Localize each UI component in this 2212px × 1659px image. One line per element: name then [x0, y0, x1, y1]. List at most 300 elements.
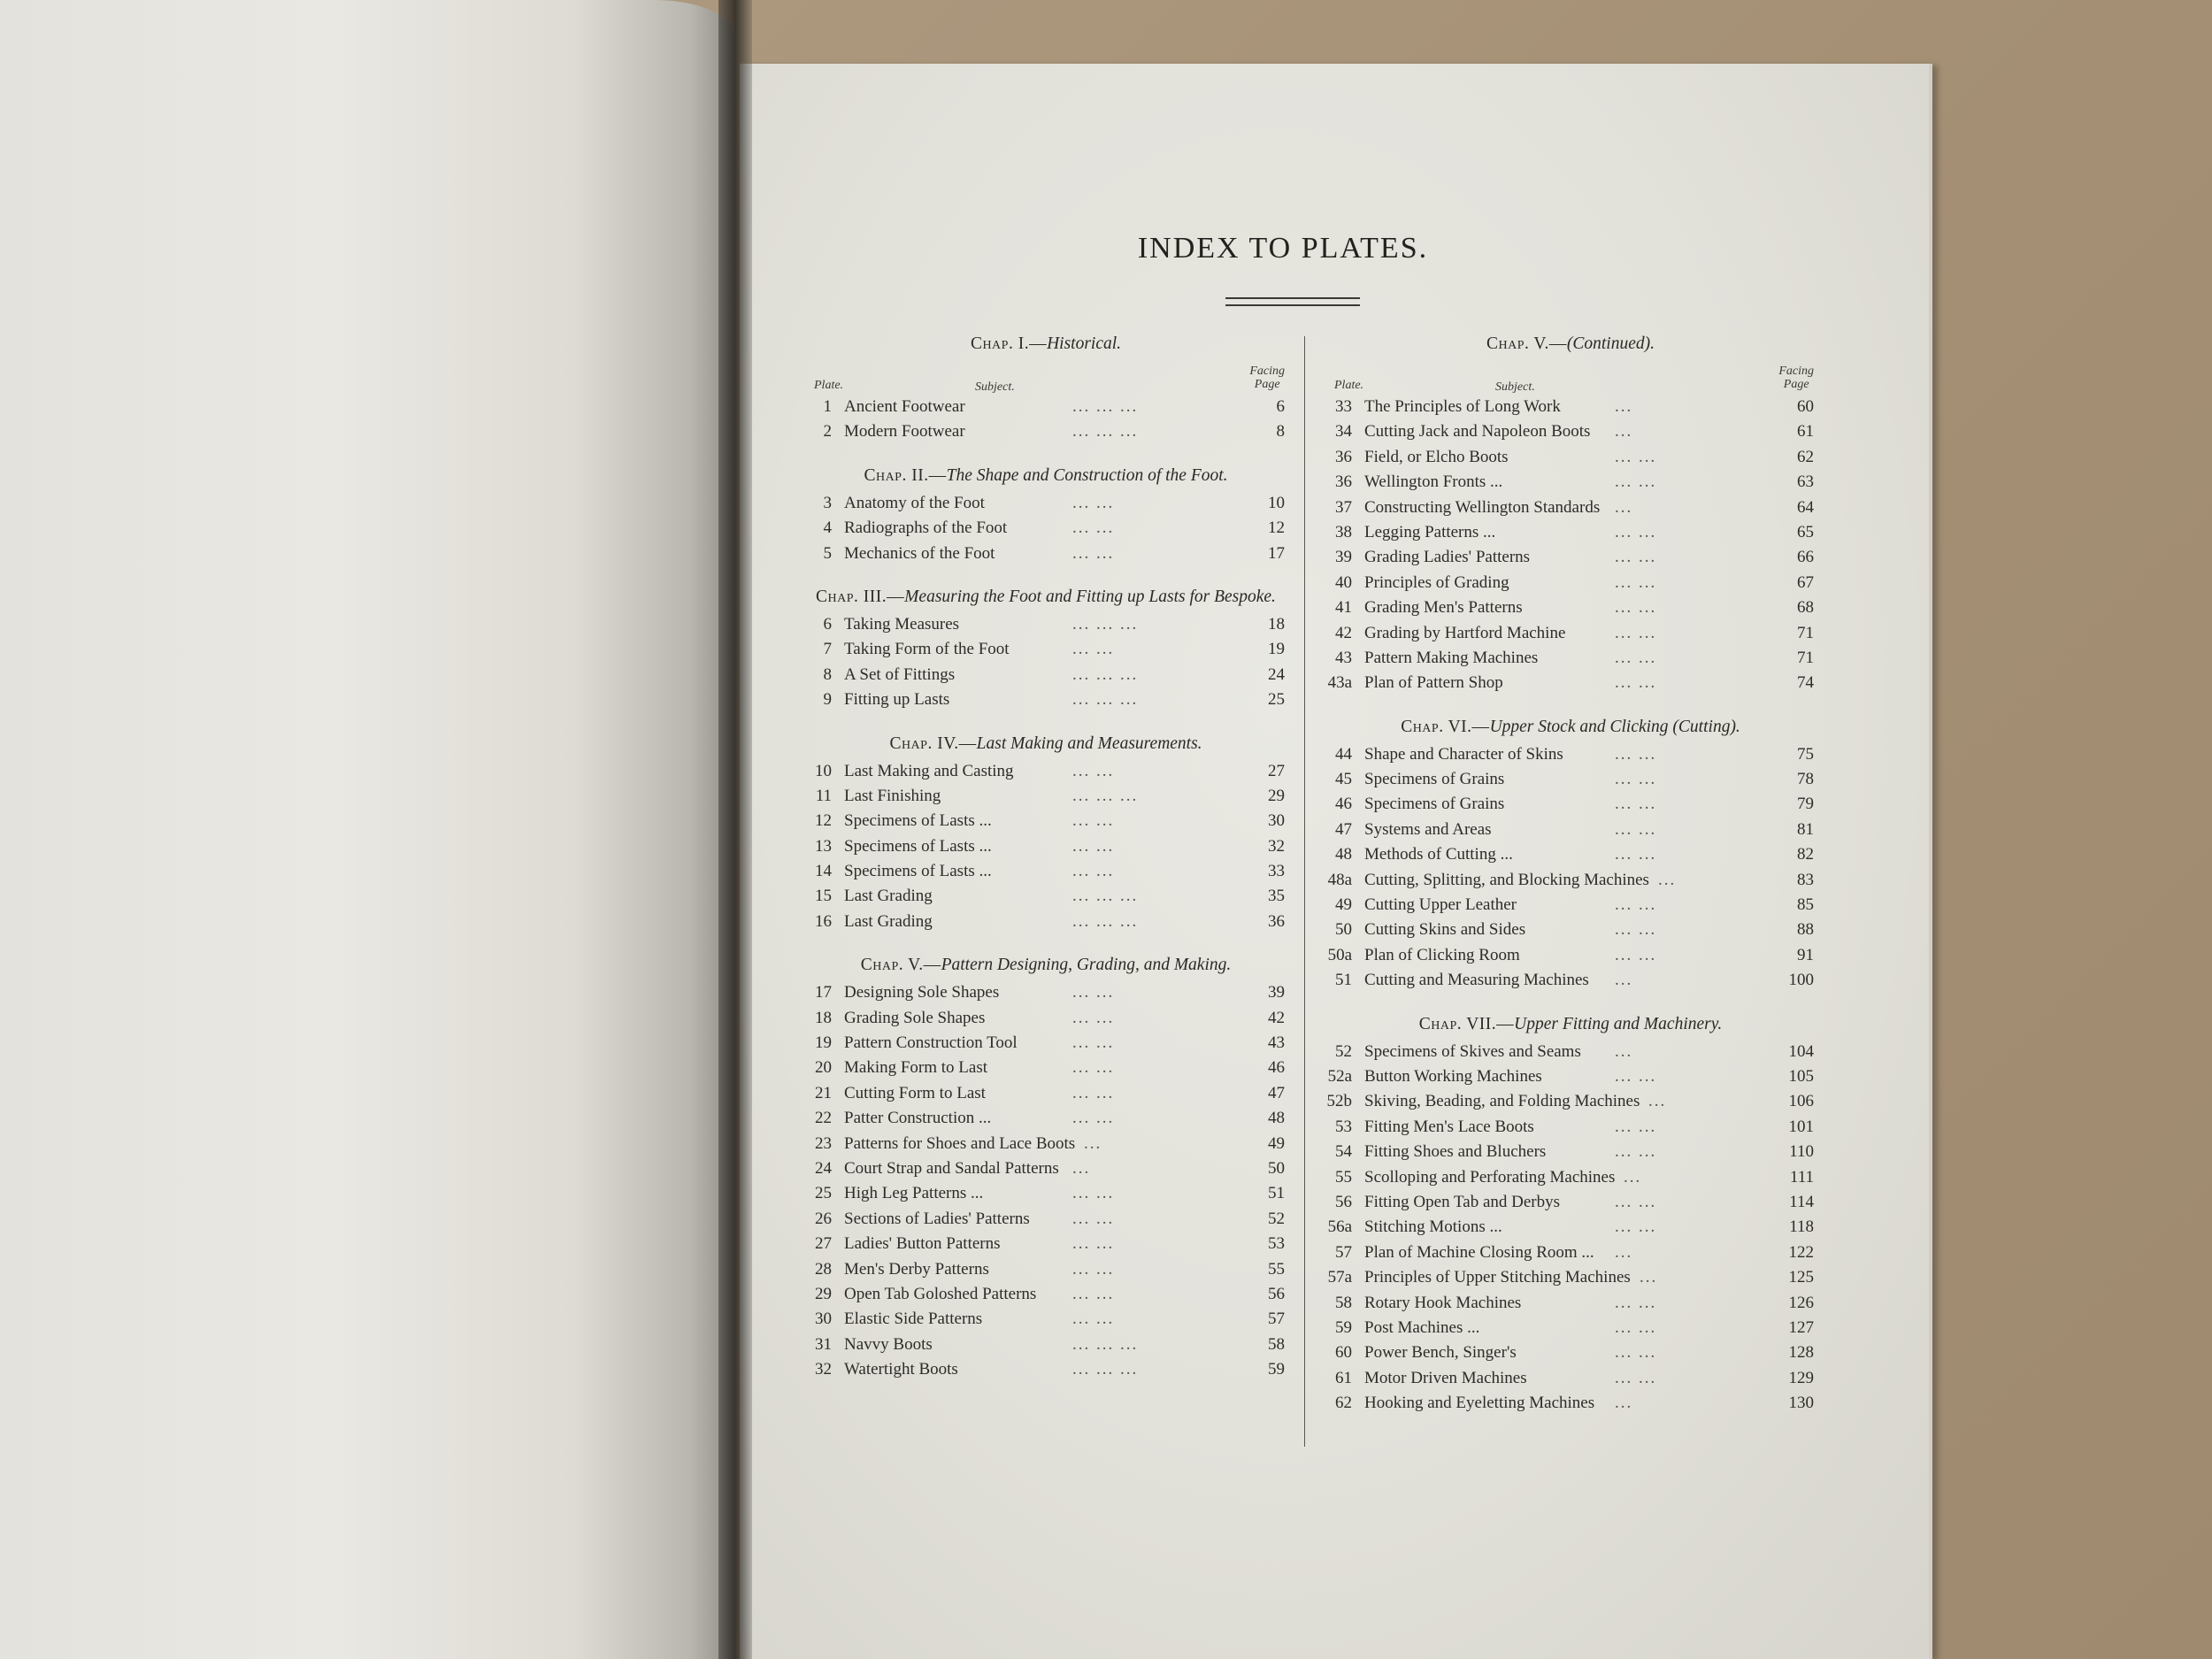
facing-page-number: 48 [1268, 1109, 1285, 1128]
plate-number: 32 [815, 1360, 832, 1379]
facing-page-number: 71 [1797, 648, 1814, 667]
plate-number: 12 [815, 811, 832, 831]
index-entry [798, 784, 1294, 809]
leader-dots: ... ... [1072, 1033, 1115, 1053]
index-entry [1318, 742, 1823, 767]
index-entry [1318, 395, 1823, 419]
page-label: Page [1254, 378, 1280, 391]
plate-number: 17 [815, 983, 832, 1002]
plate-number: 3 [823, 493, 832, 512]
facing-page-number: 25 [1268, 690, 1285, 710]
plate-number: 46 [1335, 795, 1352, 814]
index-entry [1318, 868, 1823, 893]
facing-page-number: 104 [1788, 1041, 1814, 1061]
facing-page-number: 43 [1268, 1033, 1285, 1053]
index-entry [1318, 1089, 1823, 1114]
leader-dots: ... ... [1615, 770, 1657, 789]
plate-subject: Fitting Open Tab and Derbys [1364, 1192, 1561, 1211]
index-entry [798, 980, 1294, 1005]
facing-page-number: 122 [1788, 1242, 1814, 1262]
plate-number: 52b [1326, 1092, 1352, 1111]
index-entry [1318, 818, 1823, 842]
leader-dots: ... ... [1615, 673, 1657, 693]
plate-subject: Making Form to Last [844, 1058, 988, 1078]
leader-dots: ... ... [1072, 543, 1115, 563]
chapter-heading [1318, 1008, 1823, 1040]
facing-label: Facing [1778, 365, 1814, 378]
plate-number: 25 [815, 1184, 832, 1203]
facing-page-number: 91 [1797, 945, 1814, 964]
index-entry [1318, 1340, 1823, 1365]
index-entry [798, 1282, 1294, 1307]
plate-subject: High Leg Patterns ... [844, 1184, 984, 1203]
chapter-number: Chap. I.— [970, 334, 1048, 353]
plate-number: 30 [815, 1310, 832, 1329]
facing-page-number: 126 [1788, 1293, 1814, 1312]
leader-dots: ... ... [1072, 1234, 1115, 1254]
plate-number: 28 [815, 1259, 832, 1279]
facing-page-number: 36 [1268, 911, 1285, 931]
index-entry [798, 541, 1294, 566]
plate-number: 11 [815, 786, 832, 805]
facing-label: Facing [1249, 365, 1285, 378]
plate-subject: Specimens of Lasts ... [844, 811, 992, 831]
plate-number: 15 [815, 887, 832, 906]
index-entry [798, 1257, 1294, 1282]
index-entry [1318, 1140, 1823, 1164]
plate-number: 47 [1335, 819, 1352, 839]
plate-subject: Cutting, Splitting, and Blocking Machines [1364, 870, 1649, 889]
plate-number: 36 [1335, 472, 1352, 492]
index-entry [1318, 968, 1823, 993]
facing-page-number: 39 [1268, 983, 1285, 1002]
plate-number: 52a [1327, 1066, 1352, 1086]
index-entry [1318, 1366, 1823, 1391]
chapter-title: Pattern Designing, Grading, and Making. [941, 956, 1232, 975]
facing-page-number: 17 [1268, 543, 1285, 563]
index-entry [798, 1333, 1294, 1357]
facing-page-number: 75 [1797, 744, 1814, 764]
chapter-number: Chap. V.— [1486, 334, 1567, 353]
leader-dots: ... ... ... [1072, 614, 1139, 634]
leader-dots: ... ... [1615, 447, 1657, 466]
facing-page-number: 71 [1797, 623, 1814, 642]
plate-subject: Taking Form of the Foot [844, 640, 1010, 659]
facing-page-number: 66 [1797, 548, 1814, 567]
leader-dots: ... ... [1072, 640, 1115, 659]
index-entry [1318, 571, 1823, 595]
plate-subject: Cutting Jack and Napoleon Boots [1364, 422, 1591, 442]
plate-subject: Court Strap and Sandal Patterns [844, 1158, 1059, 1178]
leader-dots: ... ... [1615, 572, 1657, 592]
leader-dots: ... [1615, 971, 1633, 990]
plate-subject: Grading Men's Patterns [1364, 598, 1523, 618]
leader-dots: ... [1084, 1133, 1102, 1153]
chapter-number: Chap. III.— [816, 587, 905, 606]
plate-number: 18 [815, 1008, 832, 1027]
leader-dots: ... ... ... [1072, 887, 1139, 906]
column-header [798, 359, 1294, 395]
plate-number: 61 [1335, 1368, 1352, 1387]
plate-subject: Scolloping and Perforating Machines [1364, 1167, 1616, 1187]
plate-subject: Skiving, Beading, and Folding Machines [1364, 1092, 1640, 1111]
plate-number: 40 [1335, 572, 1352, 592]
leader-dots: ... ... [1615, 1117, 1657, 1136]
leader-dots: ... ... ... [1072, 1360, 1139, 1379]
leader-dots: ... ... ... [1072, 911, 1139, 931]
leader-dots: ... ... [1072, 1209, 1115, 1228]
facing-page-number: 114 [1789, 1192, 1814, 1211]
leader-dots: ... [1658, 870, 1677, 889]
plate-number: 43 [1335, 648, 1352, 667]
index-entry [1318, 671, 1823, 695]
leader-dots: ... [1615, 1394, 1633, 1413]
facing-page-number: 35 [1268, 887, 1285, 906]
facing-page-number: 106 [1788, 1092, 1814, 1111]
plate-number: 7 [823, 640, 832, 659]
plate-subject: Pattern Making Machines [1364, 648, 1539, 667]
plate-subject: Legging Patterns ... [1364, 522, 1496, 541]
facing-page-number: 110 [1789, 1142, 1814, 1162]
plate-number: 59 [1335, 1317, 1352, 1337]
facing-page-number: 12 [1268, 518, 1285, 538]
leader-dots: ... ... [1072, 811, 1115, 831]
plate-number: 34 [1335, 422, 1352, 442]
chapter-title: (Continued). [1566, 334, 1655, 353]
index-entry [1318, 545, 1823, 570]
facing-page-number: 8 [1276, 422, 1285, 442]
index-entry [1318, 1291, 1823, 1316]
plate-number: 41 [1335, 598, 1352, 618]
index-entry [798, 419, 1294, 444]
plate-number: 52 [1335, 1041, 1352, 1061]
chapter-title: Upper Stock and Clicking (Cutting). [1489, 717, 1740, 736]
index-entry [798, 884, 1294, 909]
index-entry [798, 1207, 1294, 1232]
facing-page-number: 118 [1789, 1217, 1814, 1237]
chapter-heading [798, 580, 1294, 612]
plate-subject: Grading Sole Shapes [844, 1008, 986, 1027]
plate-column-label: Plate. [1334, 379, 1364, 392]
facing-page-number: 49 [1268, 1133, 1285, 1153]
index-entry [798, 1232, 1294, 1256]
leader-dots: ... [1615, 397, 1633, 416]
index-entry [1318, 1240, 1823, 1265]
chapter-title: Measuring the Foot and Fitting up Lasts for Bespoke. [904, 587, 1276, 606]
plate-number: 54 [1335, 1142, 1352, 1162]
plate-number: 13 [815, 836, 832, 856]
left-index-column [798, 327, 1294, 1383]
left-page-blank [0, 0, 734, 1659]
index-entry [1318, 419, 1823, 444]
index-entry [798, 663, 1294, 687]
leader-dots: ... ... [1072, 1008, 1115, 1027]
plate-subject: Plan of Pattern Shop [1364, 673, 1503, 693]
leader-dots: ... ... [1615, 1317, 1657, 1337]
chapter-title: Historical. [1047, 334, 1122, 353]
plate-subject: Systems and Areas [1364, 819, 1492, 839]
chapter-heading [798, 727, 1294, 759]
chapter-number: Chap. IV.— [889, 733, 977, 753]
index-entry [1318, 792, 1823, 817]
plate-subject: Fitting Men's Lace Boots [1364, 1117, 1534, 1136]
leader-dots: ... ... [1072, 518, 1115, 538]
plate-subject: Designing Sole Shapes [844, 983, 1000, 1002]
facing-page-number: 83 [1797, 870, 1814, 889]
plate-subject: Grading Ladies' Patterns [1364, 548, 1531, 567]
leader-dots: ... ... [1072, 836, 1115, 856]
leader-dots: ... ... [1615, 744, 1657, 764]
plate-subject: Specimens of Skives and Seams [1364, 1041, 1581, 1061]
index-entry [798, 1031, 1294, 1056]
index-entry [798, 1006, 1294, 1031]
plate-subject: Hooking and Eyeletting Machines [1364, 1394, 1595, 1413]
plate-number: 4 [823, 518, 832, 538]
plate-number: 8 [823, 664, 832, 684]
index-entry [798, 1081, 1294, 1106]
subject-column-label: Subject. [1495, 380, 1535, 394]
plate-subject: Specimens of Lasts ... [844, 836, 992, 856]
leader-dots: ... ... [1072, 1058, 1115, 1078]
plate-subject: Specimens of Grains [1364, 795, 1505, 814]
facing-page-number: 32 [1268, 836, 1285, 856]
chapter-number: Chap. VI.— [1401, 717, 1490, 736]
plate-number: 6 [823, 614, 832, 634]
plate-number: 23 [815, 1133, 832, 1153]
plate-subject: Principles of Grading [1364, 572, 1509, 592]
index-entry [1318, 445, 1823, 470]
facing-page-number: 59 [1268, 1360, 1285, 1379]
facing-page-number: 33 [1268, 862, 1285, 881]
leader-dots: ... ... [1615, 795, 1657, 814]
plate-subject: Principles of Upper Stitching Machines [1364, 1268, 1631, 1287]
index-entry [1318, 470, 1823, 495]
index-entry [1318, 520, 1823, 545]
plate-subject: Wellington Fronts ... [1364, 472, 1503, 492]
plate-number: 20 [815, 1058, 832, 1078]
plate-number: 37 [1335, 497, 1352, 517]
leader-dots: ... ... [1615, 648, 1657, 667]
plate-subject: Cutting Form to Last [844, 1083, 986, 1102]
facing-page-number: 50 [1268, 1158, 1285, 1178]
index-entry [1318, 1115, 1823, 1140]
facing-page-number: 78 [1797, 770, 1814, 789]
plate-number: 45 [1335, 770, 1352, 789]
leader-dots: ... [1615, 497, 1633, 517]
leader-dots: ... ... [1072, 1284, 1115, 1303]
leader-dots: ... ... ... [1072, 786, 1139, 805]
index-entry [1318, 842, 1823, 867]
facing-page-number: 56 [1268, 1284, 1285, 1303]
facing-page-number: 88 [1797, 920, 1814, 940]
plate-subject: Methods of Cutting ... [1364, 845, 1513, 864]
index-entry [1318, 1265, 1823, 1290]
facing-page-number: 63 [1797, 472, 1814, 492]
facing-page-number: 100 [1788, 971, 1814, 990]
plate-subject: Fitting up Lasts [844, 690, 950, 710]
leader-dots: ... [1615, 1242, 1633, 1262]
plate-subject: Cutting and Measuring Machines [1364, 971, 1589, 990]
plate-subject: Navvy Boots [844, 1334, 933, 1354]
facing-page-number: 55 [1268, 1259, 1285, 1279]
plate-number: 36 [1335, 447, 1352, 466]
plate-number: 51 [1335, 971, 1352, 990]
index-entry [798, 491, 1294, 516]
index-entry [1318, 767, 1823, 792]
plate-number: 24 [815, 1158, 832, 1178]
facing-page-number: 53 [1268, 1234, 1285, 1254]
plate-number: 29 [815, 1284, 832, 1303]
index-entry [1318, 595, 1823, 620]
leader-dots: ... ... [1615, 548, 1657, 567]
facing-page-number: 127 [1788, 1317, 1814, 1337]
index-entry [1318, 495, 1823, 520]
leader-dots: ... ... ... [1072, 397, 1139, 416]
facing-page-number: 29 [1268, 786, 1285, 805]
facing-page-number: 47 [1268, 1083, 1285, 1102]
plate-subject: Anatomy of the Foot [844, 493, 985, 512]
index-entry [798, 834, 1294, 859]
index-entry [798, 637, 1294, 662]
leader-dots: ... [1072, 1158, 1091, 1178]
facing-page-number: 27 [1268, 761, 1285, 780]
index-entry [798, 859, 1294, 884]
plate-number: 38 [1335, 522, 1352, 541]
facing-page-number: 61 [1797, 422, 1814, 442]
chapter-title: Upper Fitting and Machinery. [1514, 1014, 1723, 1033]
facing-page-number: 52 [1268, 1209, 1285, 1228]
plate-subject: Constructing Wellington Standards [1364, 497, 1601, 517]
facing-page-number: 79 [1797, 795, 1814, 814]
facing-page-number: 19 [1268, 640, 1285, 659]
facing-page-number: 111 [1789, 1167, 1814, 1187]
index-entry [1318, 1165, 1823, 1190]
facing-page-number: 129 [1788, 1368, 1814, 1387]
plate-subject: Cutting Skins and Sides [1364, 920, 1526, 940]
leader-dots: ... ... [1615, 1066, 1657, 1086]
plate-subject: Ladies' Button Patterns [844, 1234, 1001, 1254]
index-entry [1318, 621, 1823, 646]
column-divider [1304, 336, 1305, 1447]
leader-dots: ... ... [1615, 819, 1657, 839]
plate-subject: Mechanics of the Foot [844, 543, 995, 563]
plate-number: 10 [815, 761, 832, 780]
plate-number: 62 [1335, 1394, 1352, 1413]
index-entry [1318, 1190, 1823, 1215]
plate-number: 44 [1335, 744, 1352, 764]
book-gutter [718, 0, 752, 1659]
index-entry [1318, 1064, 1823, 1089]
index-entry [1318, 1391, 1823, 1416]
facing-page-number: 105 [1788, 1066, 1814, 1086]
leader-dots: ... ... [1072, 1259, 1115, 1279]
index-entry [798, 1056, 1294, 1080]
leader-dots: ... ... [1072, 1310, 1115, 1329]
plate-number: 5 [823, 543, 832, 563]
plate-subject: Open Tab Goloshed Patterns [844, 1284, 1037, 1303]
leader-dots: ... [1615, 422, 1633, 442]
plate-subject: Rotary Hook Machines [1364, 1293, 1522, 1312]
right-index-column [1318, 327, 1823, 1416]
index-entry [798, 516, 1294, 541]
facing-page-number: 67 [1797, 572, 1814, 592]
facing-page-number: 81 [1797, 819, 1814, 839]
leader-dots: ... ... [1615, 1343, 1657, 1363]
leader-dots: ... ... [1615, 1192, 1657, 1211]
leader-dots: ... ... [1615, 1368, 1657, 1387]
plate-number: 27 [815, 1234, 832, 1254]
index-entry [798, 687, 1294, 712]
plate-subject: Pattern Construction Tool [844, 1033, 1018, 1053]
plate-subject: Specimens of Lasts ... [844, 862, 992, 881]
plate-number: 60 [1335, 1343, 1352, 1363]
plate-subject: Sections of Ladies' Patterns [844, 1209, 1030, 1228]
plate-number: 50a [1327, 945, 1352, 964]
plate-number: 50 [1335, 920, 1352, 940]
plate-number: 31 [815, 1334, 832, 1354]
chapter-heading [798, 327, 1294, 359]
leader-dots: ... ... [1072, 493, 1115, 512]
plate-subject: Ancient Footwear [844, 397, 965, 416]
leader-dots: ... ... [1072, 761, 1115, 780]
plate-subject: Grading by Hartford Machine [1364, 623, 1566, 642]
leader-dots: ... ... [1615, 598, 1657, 618]
facing-page-number: 128 [1788, 1343, 1814, 1363]
plate-subject: Plan of Clicking Room [1364, 945, 1520, 964]
leader-dots: ... ... [1072, 862, 1115, 881]
leader-dots: ... ... [1072, 1083, 1115, 1102]
facing-page-number: 18 [1268, 614, 1285, 634]
plate-number: 39 [1335, 548, 1352, 567]
index-entry [798, 759, 1294, 784]
index-entry [798, 1156, 1294, 1181]
facing-page-number: 42 [1268, 1008, 1285, 1027]
facing-page-number: 74 [1797, 673, 1814, 693]
facing-page-number: 57 [1268, 1310, 1285, 1329]
index-entry [1318, 918, 1823, 942]
index-entry [798, 910, 1294, 934]
facing-page-number: 24 [1268, 664, 1285, 684]
chapter-number: Chap. II.— [864, 465, 947, 485]
leader-dots: ... ... [1072, 1184, 1115, 1203]
plate-number: 26 [815, 1209, 832, 1228]
plate-number: 53 [1335, 1117, 1352, 1136]
facing-page-number: 65 [1797, 522, 1814, 541]
leader-dots: ... ... [1615, 623, 1657, 642]
plate-number: 57a [1327, 1268, 1352, 1287]
plate-number: 14 [815, 862, 832, 881]
facing-page-number: 10 [1268, 493, 1285, 512]
index-entry [1318, 646, 1823, 671]
facing-page-number: 85 [1797, 895, 1814, 915]
column-header [1318, 359, 1823, 395]
plate-subject: Field, or Elcho Boots [1364, 447, 1509, 466]
chapter-heading [1318, 710, 1823, 742]
plate-subject: Last Making and Casting [844, 761, 1014, 780]
plate-number: 56 [1335, 1192, 1352, 1211]
plate-number: 42 [1335, 623, 1352, 642]
leader-dots: ... [1640, 1268, 1658, 1287]
leader-dots: ... ... [1615, 1293, 1657, 1312]
plate-number: 56a [1327, 1217, 1352, 1237]
leader-dots: ... ... ... [1072, 1334, 1139, 1354]
index-entry [1318, 943, 1823, 968]
plate-subject: Power Bench, Singer's [1364, 1343, 1517, 1363]
plate-subject: Patterns for Shoes and Lace Boots [844, 1133, 1076, 1153]
plate-number: 43a [1327, 673, 1352, 693]
plate-number: 48 [1335, 845, 1352, 864]
plate-subject: Specimens of Grains [1364, 770, 1505, 789]
